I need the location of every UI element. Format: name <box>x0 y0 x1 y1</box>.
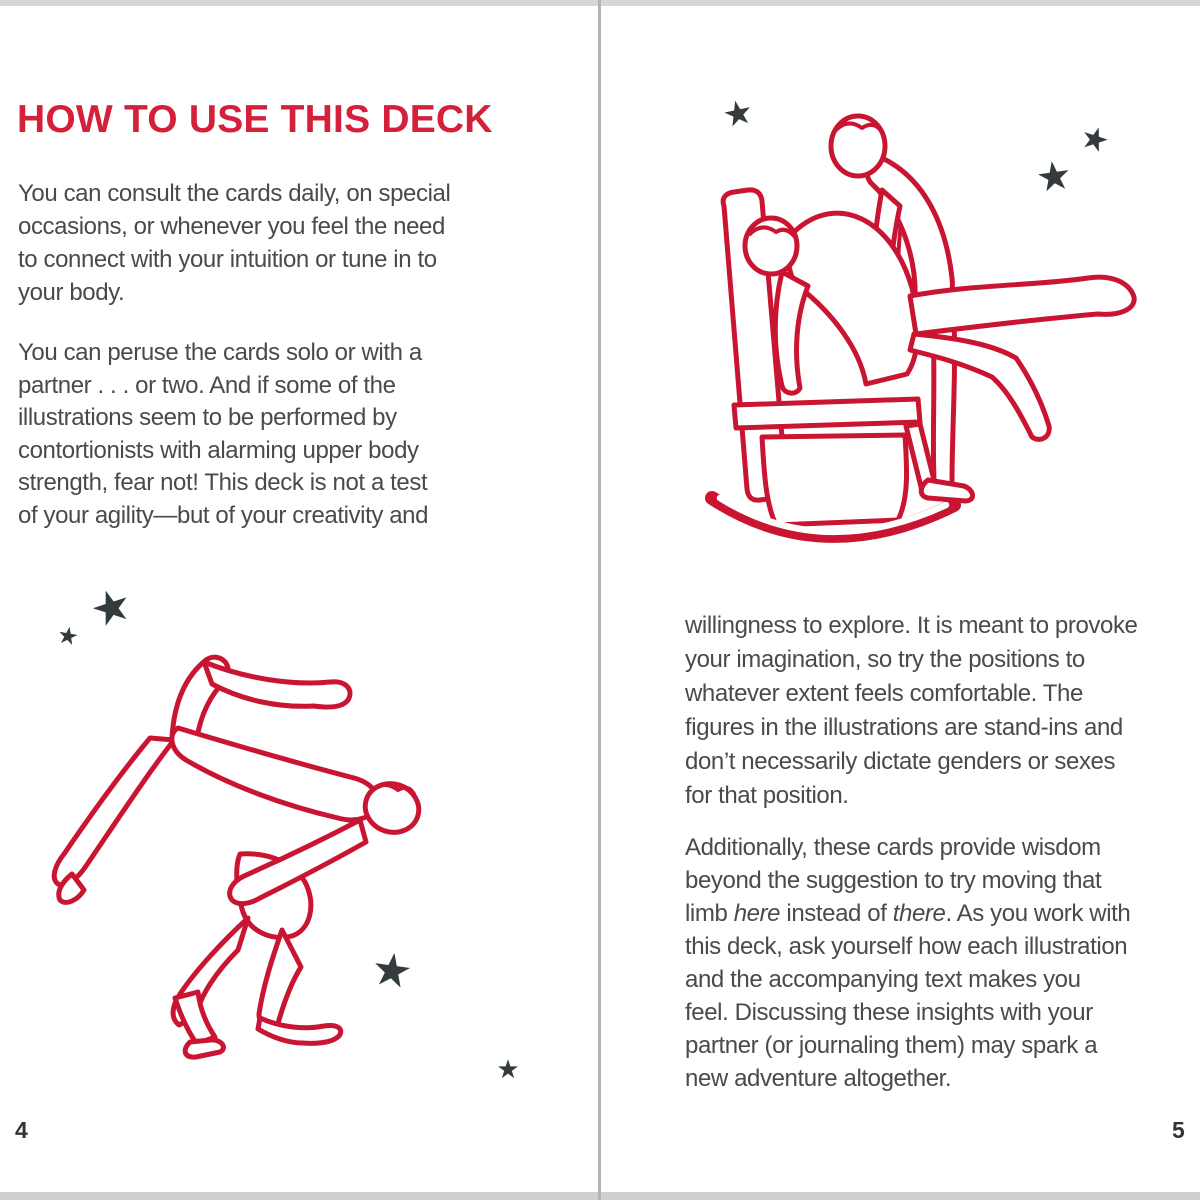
text-line: partner . . . or two. And if some of the <box>18 371 396 399</box>
text-line: beyond the suggestion to try moving that <box>685 867 1102 894</box>
text-line: your imagination, so try the positions to <box>685 646 1085 673</box>
text-line: partner (or journaling them) may spark a <box>685 1032 1098 1059</box>
text-line: your body. <box>18 279 125 306</box>
text-line: contortionists with alarming upper body <box>18 436 419 464</box>
page-number-left: 4 <box>15 1117 28 1143</box>
page-gutter-divider <box>598 0 601 1200</box>
text-line: feel. Discussing these insights with your <box>685 999 1093 1026</box>
star-icon: ★ <box>718 91 758 137</box>
acrobatic-pose-illustration <box>48 638 508 1098</box>
text-line: Additionally, these cards provide wisdom <box>685 834 1101 861</box>
right-paragraph-1 <box>685 609 1138 813</box>
page-title: HOW TO USE THIS DECK <box>17 98 493 141</box>
text-line: figures in the illustrations are stand-ins and <box>685 714 1123 741</box>
text-line: this deck, ask yourself how each illustration <box>685 933 1128 960</box>
text-line: You can consult the cards daily, on special <box>18 180 451 207</box>
star-icon: ★ <box>54 620 82 652</box>
rocking-chair-illustration <box>688 88 1168 598</box>
left-paragraph-1 <box>18 177 450 309</box>
right-paragraph-2 <box>685 831 1130 1095</box>
left-paragraph-2 <box>18 337 428 532</box>
star-icon: ★ <box>1033 151 1075 203</box>
text-line: strength, fear not! This deck is not a test <box>18 469 428 496</box>
page-number-right: 5 <box>1172 1117 1185 1143</box>
text-line: whatever extent feels comfortable. The <box>685 680 1083 707</box>
text-line: to connect with your intuition or tune in to <box>18 246 437 273</box>
text-line: willingness to explore. It is meant to provoke <box>685 612 1138 639</box>
text-line: illustrations seem to be performed by <box>18 404 397 431</box>
text-line: limb here instead of there. As you work with <box>685 900 1131 927</box>
star-icon: ★ <box>496 1055 520 1085</box>
star-icon: ★ <box>1075 116 1115 162</box>
text-line: don’t necessarily dictate genders or sexes <box>685 748 1116 775</box>
text-line: of your agility—but of your creativity and <box>18 501 429 529</box>
text-line: You can peruse the cards solo or with a <box>18 339 422 366</box>
text-line: and the accompanying text makes you <box>685 966 1081 993</box>
star-icon: ★ <box>367 940 417 1000</box>
text-line: occasions, or whenever you feel the need <box>18 213 445 240</box>
text-line: for that position. <box>685 782 849 809</box>
star-icon: ★ <box>83 574 139 640</box>
text-line: new adventure altogether. <box>685 1065 952 1092</box>
